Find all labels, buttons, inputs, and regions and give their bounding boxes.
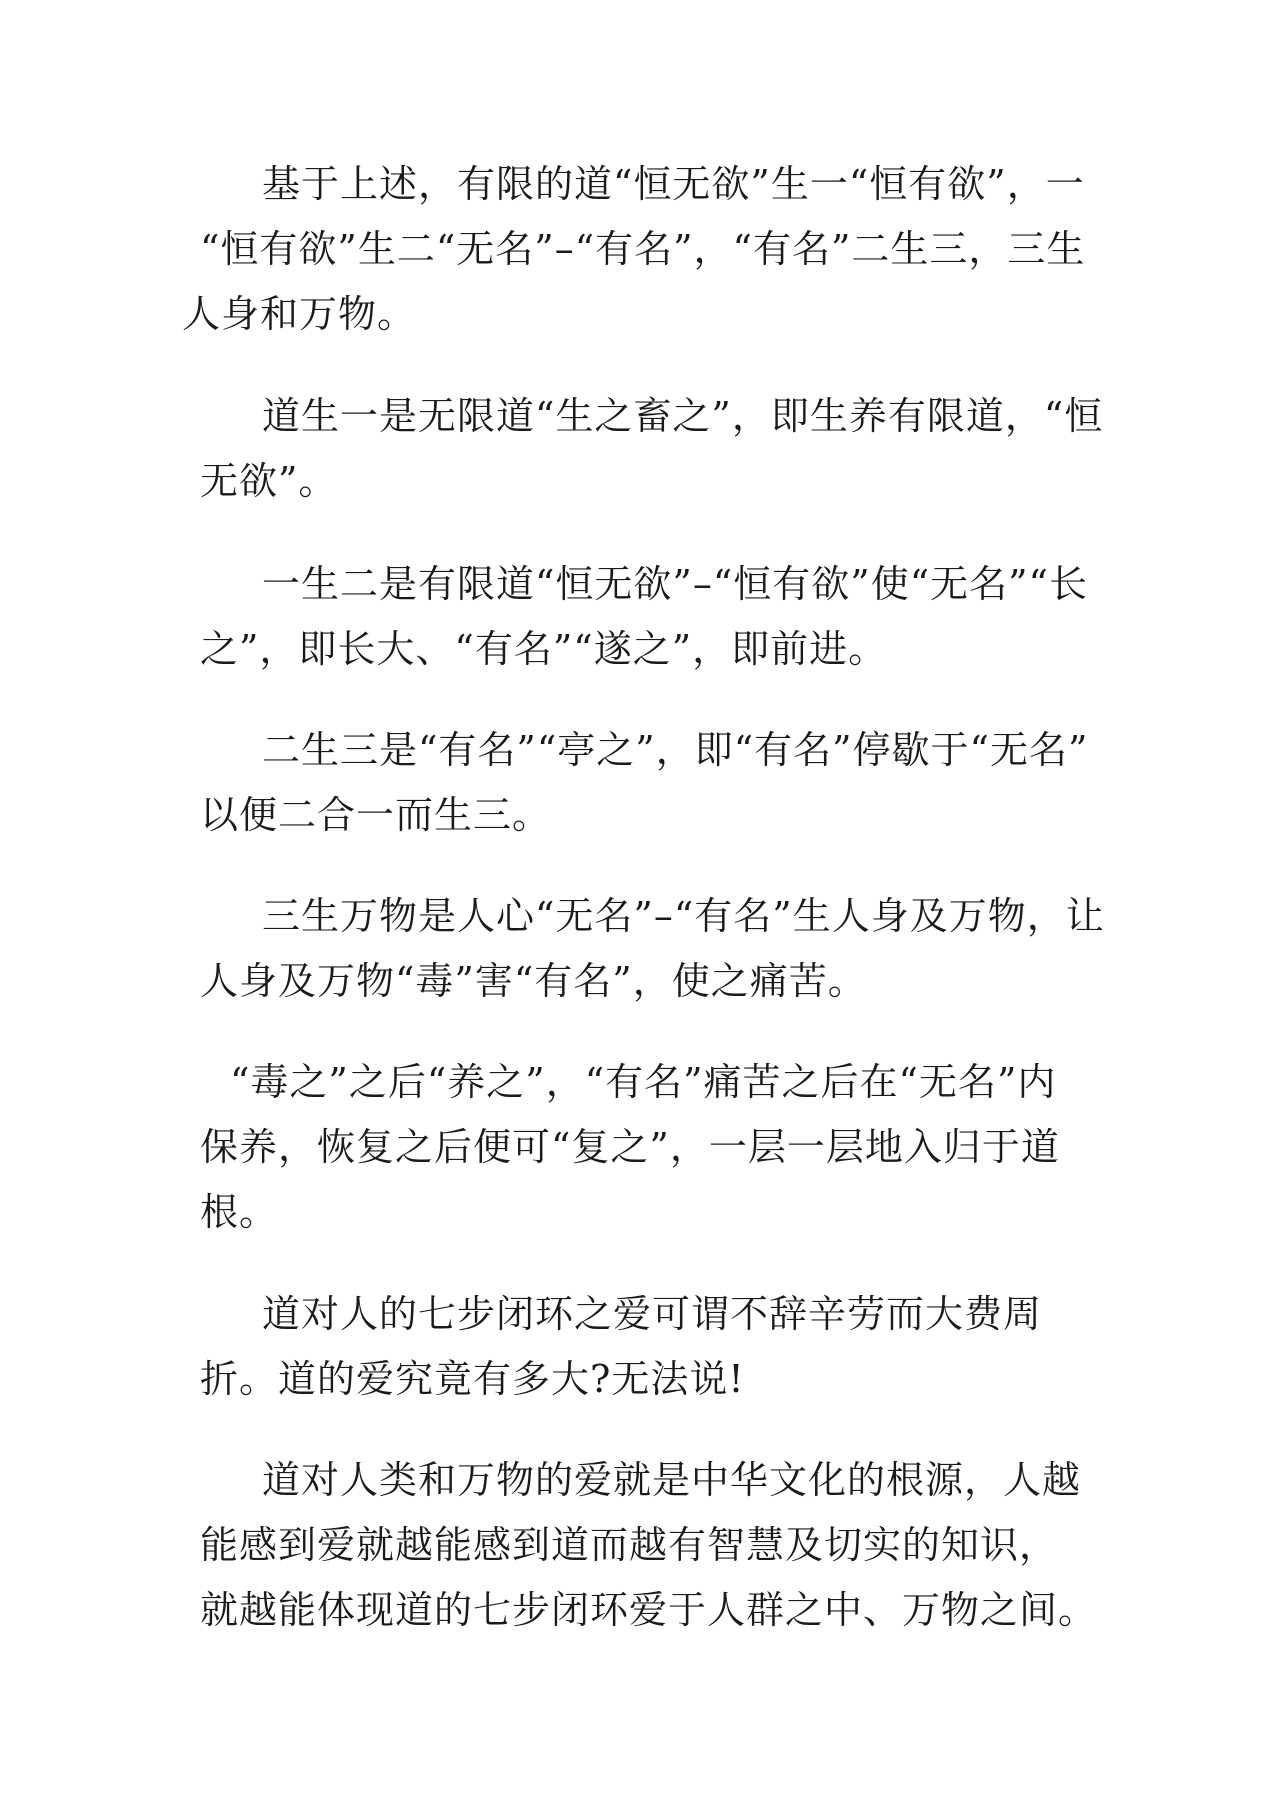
paragraph-line: 能感到爱就越能感到道而越有智慧及切实的知识， [200,1523,1059,1567]
paragraph-line: 道生一是无限道“生之畜之”，即生养有限道，“恒 [262,394,1104,438]
paragraph-line: 二生三是“有名”“亭之”，即“有名”停歇于“无名” [262,728,1089,772]
paragraph-line: 一生二是有限道“恒无欲”–“恒有欲”使“无名”“长 [262,562,1088,606]
paragraph-6 [200,1050,1100,1245]
paragraph-line: 基于上述，有限的道“恒无欲”生一“恒有欲”，一 [262,162,1085,206]
paragraph-8 [200,1448,1100,1643]
paragraph-2 [200,384,1104,514]
paragraph-line: 折。道的爱究竟有多大?无法说! [200,1357,745,1401]
paragraph-line: “毒之”之后“养之”，“有名”痛苦之后在“无名”内 [230,1060,1057,1104]
paragraph-line: 人身及万物“毒”害“有名”，使之痛苦。 [200,959,867,1003]
paragraph-line: 人身和万物。 [182,292,417,336]
paragraph-line: 道对人的七步闭环之爱可谓不辞辛劳而大费周 [262,1292,1043,1336]
paragraph-4 [200,718,1100,848]
paragraph-line: 之”，即长大、“有名”“遂之”，即前进。 [200,627,888,671]
paragraph-line: 无欲”。 [200,459,338,503]
paragraph-7 [200,1282,1100,1412]
paragraph-line: 保养，恢复之后便可“复之”，一层一层地入归于道 [200,1125,1060,1169]
paragraph-line: “恒有欲”生二“无名”–“有名”，“有名”二生三，三生 [200,227,1086,271]
paragraph-3 [200,552,1100,682]
paragraph-line: 以便二合一而生三。 [200,793,552,837]
paragraph-line: 道对人类和万物的爱就是中华文化的根源，人越 [262,1458,1082,1502]
paragraph-1 [182,152,1100,347]
paragraph-line: 就越能体现道的七步闭环爱于人群之中、万物之间。 [200,1588,1098,1632]
paragraph-5 [200,884,1105,1014]
paragraph-line: 根。 [200,1190,279,1234]
paragraph-line: 三生万物是人心“无名”–“有名”生人身及万物，让 [262,894,1105,938]
